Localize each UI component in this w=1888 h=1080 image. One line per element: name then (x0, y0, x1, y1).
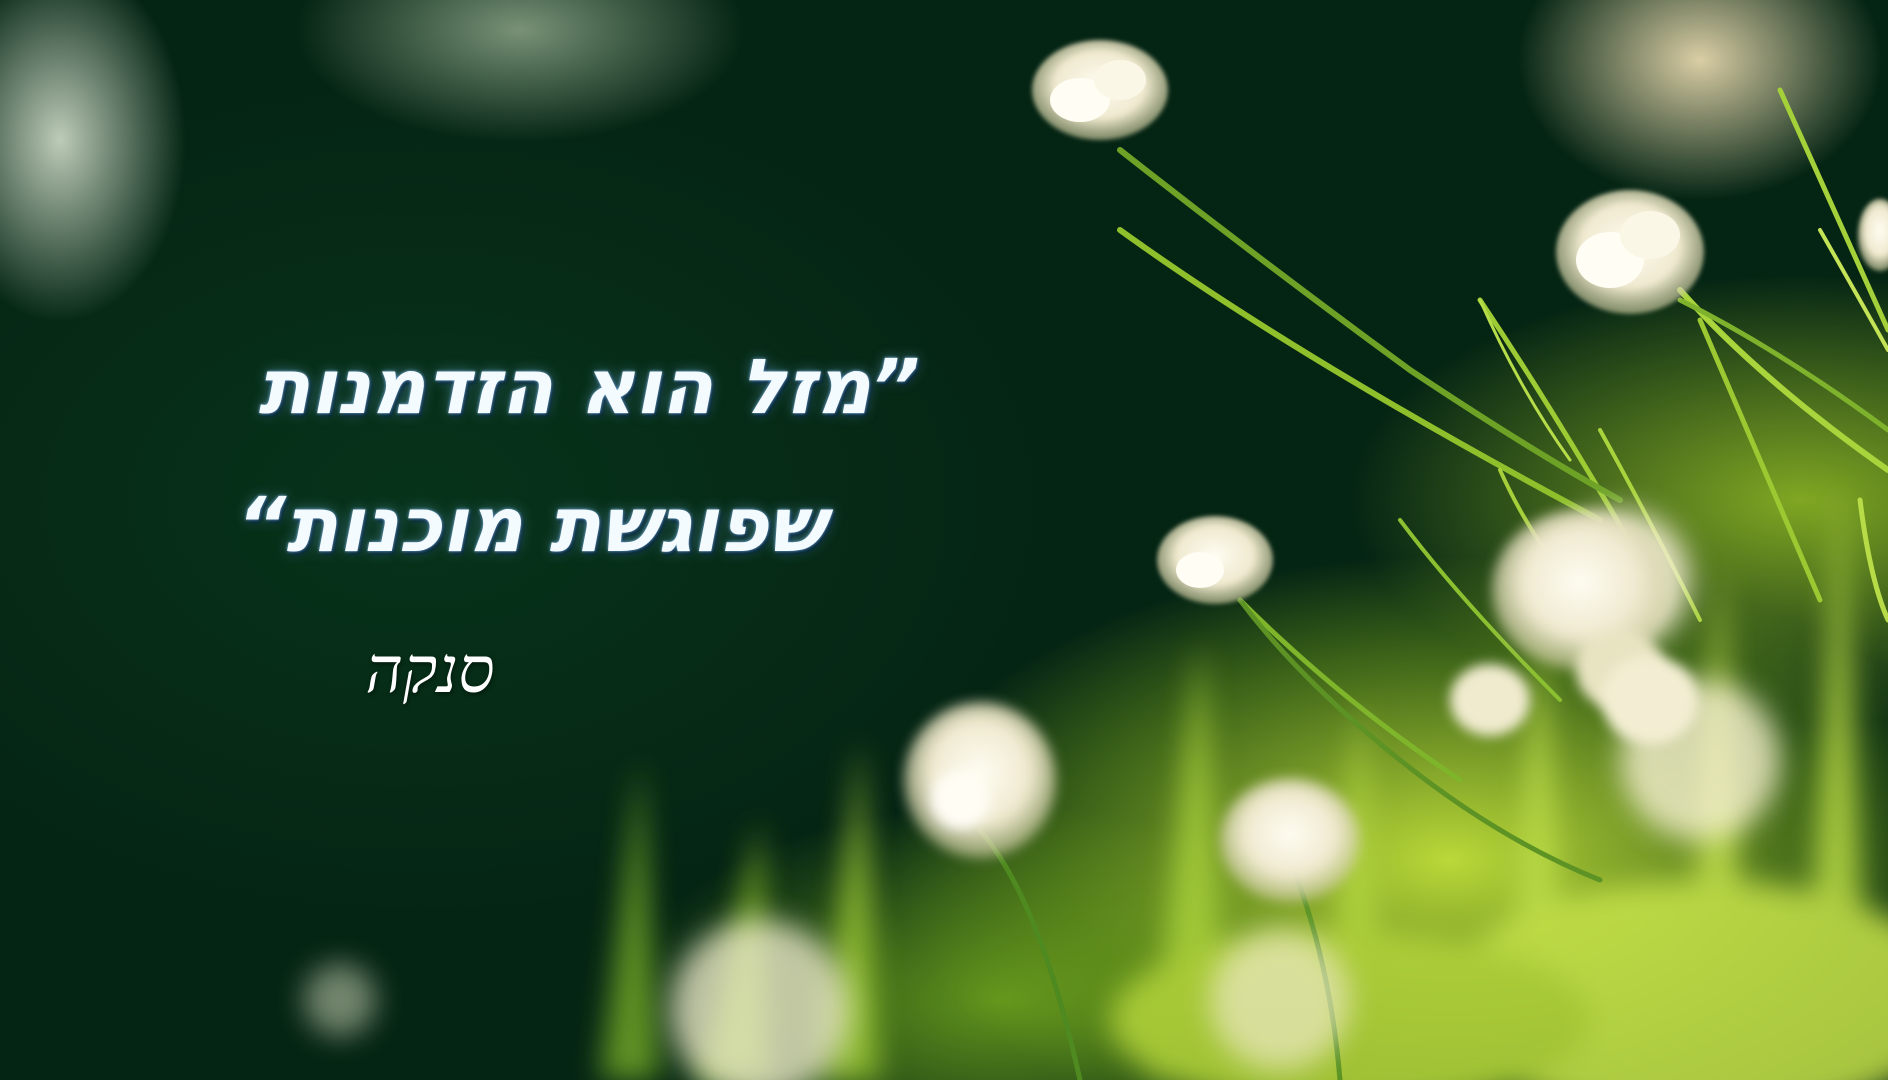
quote-line-2: שפוגשת מוכנות“ (237, 480, 825, 569)
clover-flower-edge (1858, 199, 1888, 271)
clover-flower-middle (1157, 516, 1273, 604)
quote-line-1: ”מזל הוא הזדמנות (258, 342, 920, 431)
quote-text (80, 318, 920, 594)
clover-flower-top (1032, 40, 1168, 140)
clover-flower-right (1556, 190, 1704, 314)
clover-flower-bottom (1220, 778, 1360, 902)
clover-flower-lower (904, 702, 1056, 858)
quote-author: סנקה (365, 634, 495, 708)
